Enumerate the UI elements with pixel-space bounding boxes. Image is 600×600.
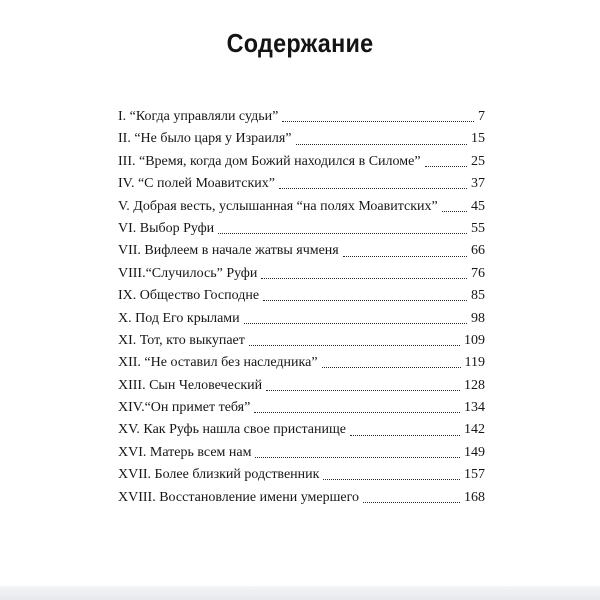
toc-entry-label: VI. Выбор Руфи	[118, 220, 215, 236]
toc-entry-label: II. “Не было царя у Израиля”	[118, 131, 292, 147]
dot-leader	[323, 468, 460, 480]
toc-entry-label: XII. “Не оставил без наследника”	[118, 355, 318, 371]
toc-page-number: 157	[464, 467, 485, 483]
dot-leader	[296, 133, 467, 145]
toc-row	[118, 419, 485, 441]
table-of-contents	[118, 106, 485, 509]
toc-entry-label: I. “Когда управляли судьи”	[118, 109, 279, 124]
toc-row	[118, 218, 485, 240]
toc-row	[118, 397, 485, 419]
toc-entry-label: X. Под Его крылами	[118, 310, 240, 326]
dot-leader	[255, 446, 460, 458]
toc-row	[118, 173, 485, 195]
toc-row	[118, 285, 485, 307]
page-edge-shadow	[0, 586, 600, 600]
toc-entry-label: XI. Тот, кто выкупает	[118, 332, 245, 348]
toc-entry-label: IX. Общество Господне	[118, 288, 260, 304]
toc-entry-label: VIII.“Случилось” Руфи	[118, 265, 258, 281]
toc-row	[118, 240, 485, 262]
dot-leader	[279, 177, 467, 189]
toc-page-number: 98	[471, 310, 485, 326]
dot-leader	[266, 379, 460, 391]
toc-page-number: 149	[464, 444, 485, 460]
dot-leader	[244, 312, 467, 324]
toc-page-number: 109	[464, 332, 485, 348]
toc-entry-label: XIV.“Он примет тебя”	[118, 400, 251, 416]
toc-page-number: 7	[478, 109, 485, 124]
toc-row	[118, 330, 485, 352]
toc-page-number: 76	[471, 265, 485, 281]
toc-entry-label: VII. Вифлеем в начале жатвы ячменя	[118, 243, 339, 259]
dot-leader	[282, 110, 474, 122]
toc-page-number: 128	[464, 377, 485, 393]
toc-row	[118, 464, 485, 486]
dot-leader	[442, 200, 467, 212]
toc-row	[118, 308, 485, 330]
dot-leader	[254, 401, 460, 413]
toc-row	[118, 196, 485, 218]
toc-page-number: 119	[464, 355, 485, 371]
toc-entry-label: XV. Как Руфь нашла свое пристанище	[118, 422, 346, 438]
dot-leader	[363, 491, 460, 503]
toc-entry-label: XVII. Более близкий родственник	[118, 467, 320, 483]
toc-page-number: 55	[471, 220, 485, 236]
toc-row	[118, 128, 485, 150]
toc-page-number: 134	[464, 400, 485, 416]
toc-row	[118, 106, 485, 128]
toc-entry-label: XVI. Матерь всем нам	[118, 444, 252, 460]
toc-row	[118, 151, 485, 173]
page-title: Содержание	[226, 28, 374, 58]
toc-page-number: 15	[471, 131, 485, 147]
toc-page-number: 168	[464, 489, 485, 505]
toc-page-number: 25	[471, 153, 485, 169]
toc-entry-label: V. Добрая весть, услышанная “на полях Моавитских”	[118, 198, 438, 214]
dot-leader	[218, 222, 467, 234]
toc-page-number: 37	[471, 176, 485, 192]
toc-row	[118, 375, 485, 397]
dot-leader	[261, 267, 467, 279]
toc-entry-label: XVIII. Восстановление имени умершего	[118, 489, 359, 505]
toc-page-number: 142	[464, 422, 485, 438]
toc-row	[118, 352, 485, 374]
dot-leader	[343, 245, 467, 257]
toc-row	[118, 487, 485, 509]
toc-page-number: 66	[471, 243, 485, 259]
toc-row	[118, 263, 485, 285]
toc-entry-label: IV. “С полей Моавитских”	[118, 176, 275, 192]
dot-leader	[263, 289, 467, 301]
toc-row	[118, 442, 485, 464]
toc-entry-label: XIII. Сын Человеческий	[118, 377, 263, 393]
dot-leader	[425, 155, 467, 167]
toc-page-number: 85	[471, 288, 485, 304]
dot-leader	[350, 424, 460, 436]
toc-page-number: 45	[471, 198, 485, 214]
toc-entry-label: III. “Время, когда дом Божий находился в Силоме”	[118, 153, 421, 169]
dot-leader	[249, 334, 460, 346]
dot-leader	[322, 356, 461, 368]
